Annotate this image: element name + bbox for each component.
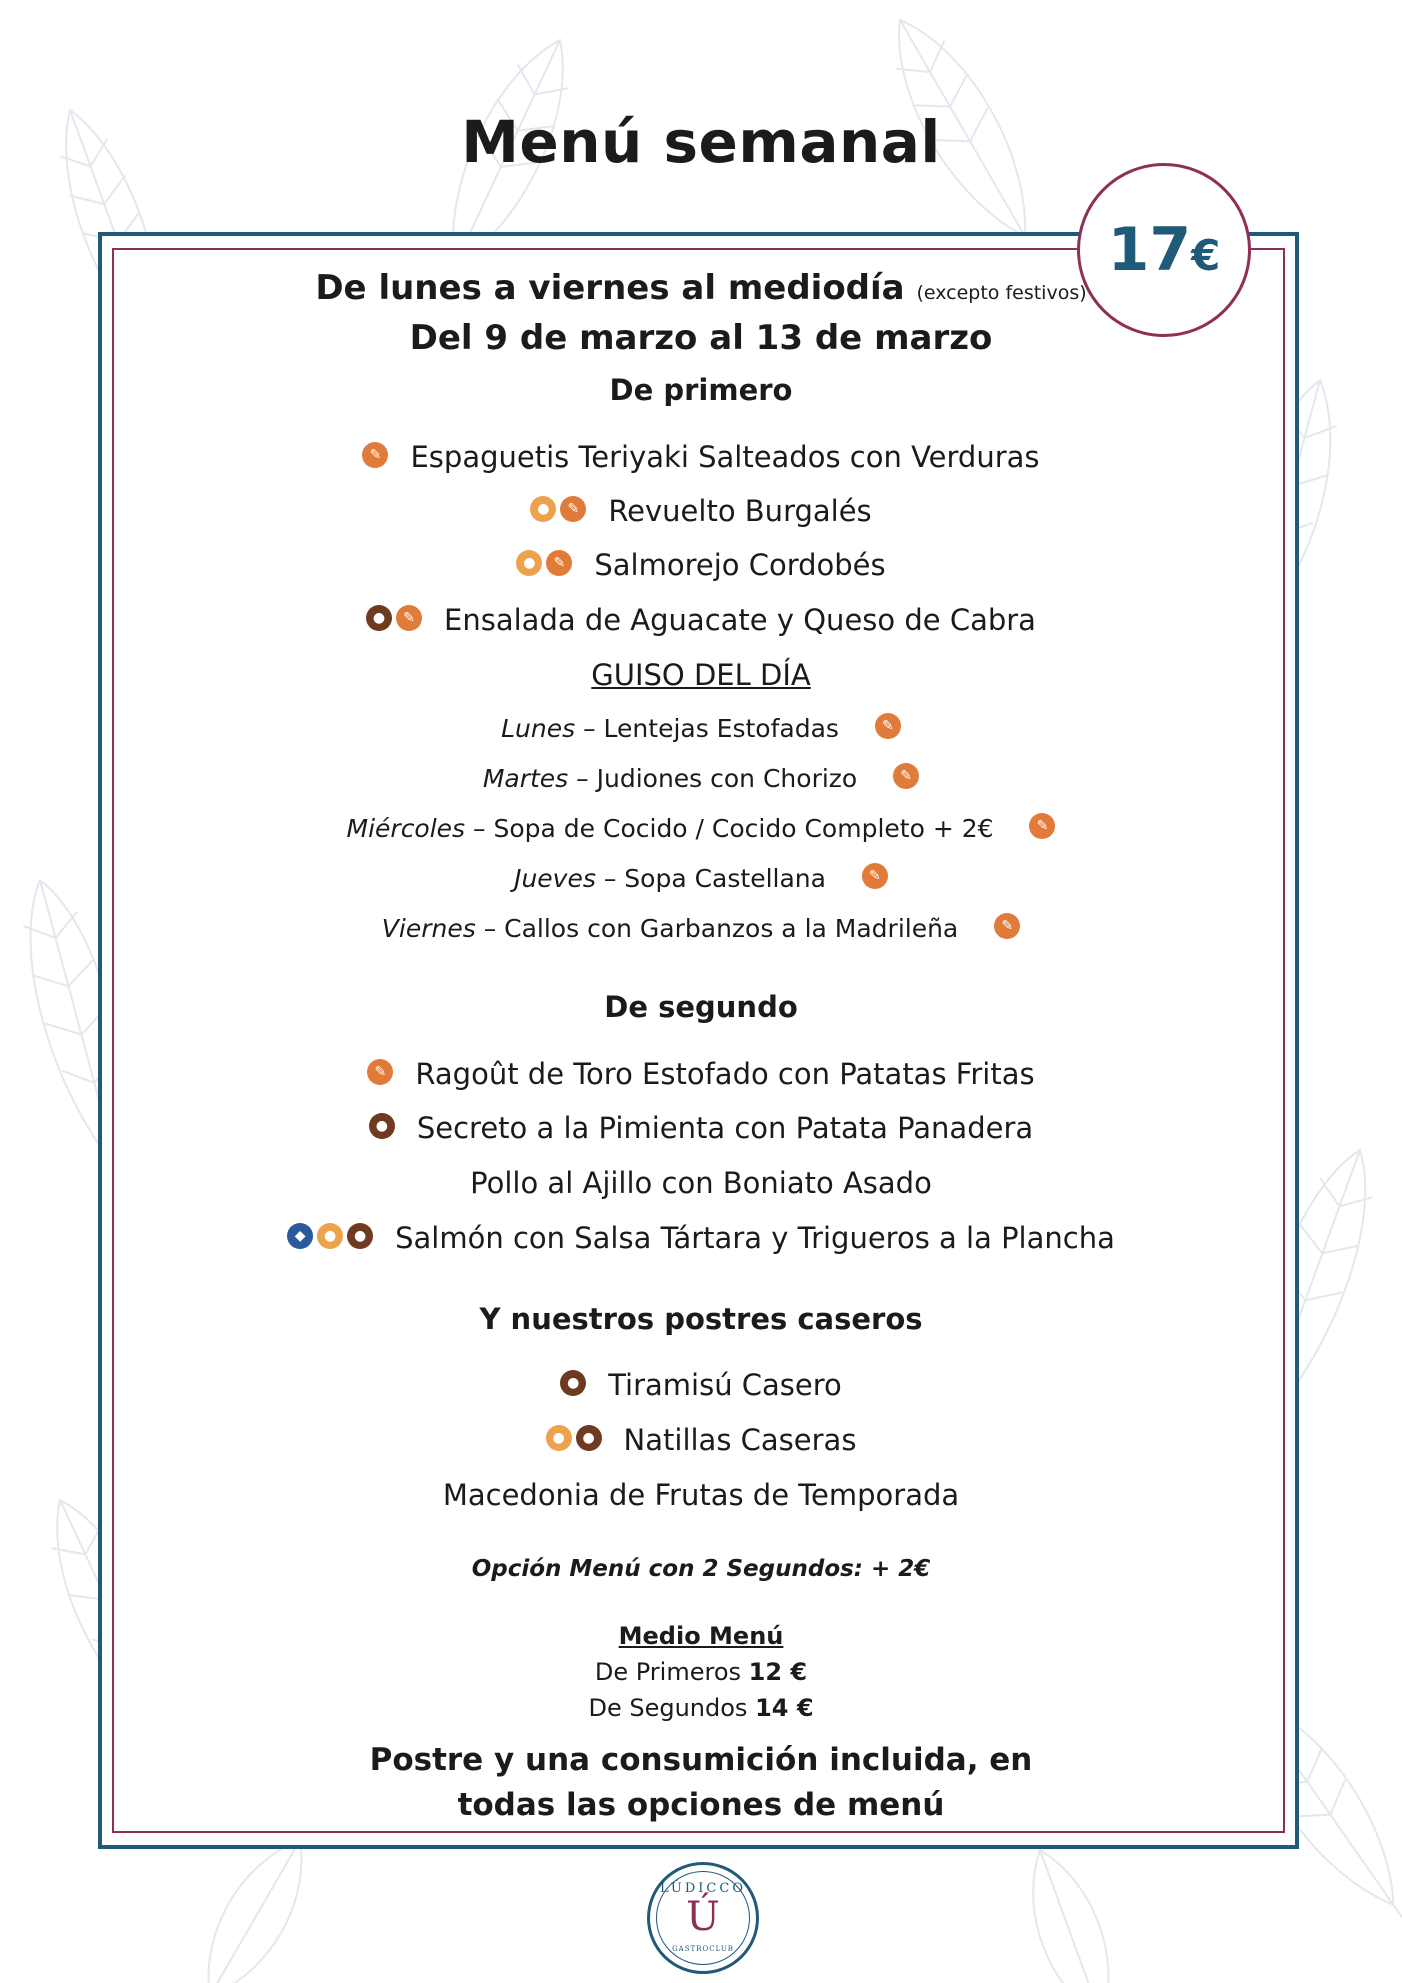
allergen-icons [994,913,1020,939]
milk-icon: ● [560,1370,586,1396]
half-menu-title: Medio Menú [618,1622,784,1650]
price-badge [1077,163,1251,337]
wheat-icon: ✎ [396,605,422,631]
fish-icon: ◆ [287,1223,313,1249]
wheat-icon: ✎ [1029,813,1055,839]
allergen-icons [875,713,901,739]
egg-icon: ● [516,550,542,576]
guiso-day-viernes: Viernes – Callos con Garbanzos a la Madrileña ✎ [0,914,1402,943]
second-course-heading: De segundo [604,990,798,1024]
wheat-icon: ✎ [862,863,888,889]
second-dish-4: ◆ ● ● Salmón con Salsa Tártara y Trigueros a la Plancha [0,1221,1402,1255]
milk-icon: ● [366,605,392,631]
wheat-icon: ✎ [994,913,1020,939]
logo-sub: GASTROCLUB [672,1945,734,1953]
dessert-3: Macedonia de Frutas de Temporada [442,1478,960,1512]
feather-icon [1012,1840,1137,1983]
guiso-day-jueves: Jueves – Sopa Castellana ✎ [0,864,1402,893]
milk-icon: ● [369,1113,395,1139]
logo-brand: LÚDICCO [660,1881,746,1896]
page-title: Menú semanal [461,108,941,176]
wheat-icon: ✎ [875,713,901,739]
menu-inner-frame [112,248,1285,1833]
desserts-heading: Y nuestros postres caseros [479,1302,923,1336]
second-dish-1: ✎ Ragoût de Toro Estofado con Patatas Fritas [0,1057,1402,1091]
brand-logo [647,1862,759,1974]
two-seconds-option: Opción Menú con 2 Segundos: + 2€ [471,1556,931,1582]
first-dish-4: ● ✎ Ensalada de Aguacate y Queso de Cabra [0,603,1402,637]
egg-icon: ● [530,496,556,522]
allergen-icons [366,605,422,631]
dessert-2: ● ● Natillas Caseras [0,1423,1402,1457]
allergen-icons [546,1425,602,1451]
included-note-line-2: todas las opciones de menú [457,1787,945,1823]
allergen-icons [287,1223,373,1249]
milk-icon: ● [576,1425,602,1451]
second-dish-3: Pollo al Ajillo con Boniato Asado [470,1166,932,1200]
dessert-1: ● Tiramisú Casero [0,1368,1402,1402]
first-dish-1: ✎ Espaguetis Teriyaki Salteados con Verduras [0,440,1402,474]
second-dish-2: ● Secreto a la Pimienta con Patata Panadera [0,1111,1402,1145]
schedule-days: De lunes a viernes al mediodía (excepto festivos) [315,268,1087,308]
allergen-icons [362,442,388,468]
price-currency: € [1191,230,1221,280]
egg-icon: ● [317,1223,343,1249]
allergen-icons [560,1370,586,1396]
wheat-icon: ✎ [560,496,586,522]
schedule-note: (excepto festivos) [916,282,1087,304]
first-course-heading: De primero [609,373,793,407]
allergen-icons [893,763,919,789]
half-menu-segundos: De Segundos 14 € [588,1694,814,1722]
wheat-icon: ✎ [546,550,572,576]
allergen-icons [369,1113,395,1139]
allergen-icons [862,863,888,889]
allergen-icons [530,496,586,522]
guiso-day-lunes: Lunes – Lentejas Estofadas ✎ [0,714,1402,743]
wheat-icon: ✎ [893,763,919,789]
allergen-icons [516,550,572,576]
first-dish-3: ● ✎ Salmorejo Cordobés [0,548,1402,582]
allergen-icons [367,1059,393,1085]
allergen-icons [1029,813,1055,839]
price-amount: 17 [1107,215,1192,285]
guiso-day-miercoles: Miércoles – Sopa de Cocido / Cocido Completo + 2€ ✎ [0,814,1402,843]
schedule-dates: Del 9 de marzo al 13 de marzo [409,318,993,358]
logo-mark: Ú [686,1894,720,1940]
egg-icon: ● [546,1425,572,1451]
wheat-icon: ✎ [362,442,388,468]
first-dish-2: ● ✎ Revuelto Burgalés [0,494,1402,528]
guiso-heading: GUISO DEL DÍA [591,658,811,692]
guiso-day-martes: Martes – Judiones con Chorizo ✎ [0,764,1402,793]
included-note-line-1: Postre y una consumición incluida, en [369,1742,1033,1778]
milk-icon: ● [347,1223,373,1249]
wheat-icon: ✎ [367,1059,393,1085]
half-menu-primeros: De Primeros 12 € [594,1658,808,1686]
